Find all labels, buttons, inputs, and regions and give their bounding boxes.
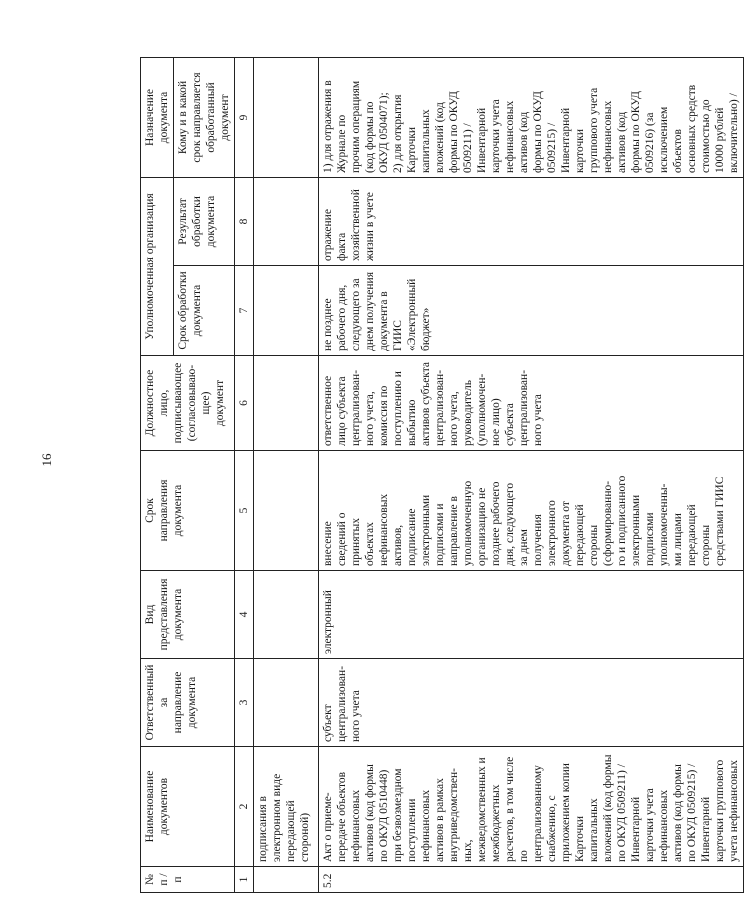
table-cell <box>254 57 319 177</box>
page-number: 16 <box>39 453 54 467</box>
header-group-authorized-org: Уполномоченная организация <box>141 177 174 355</box>
header-col-result: Результат обработки документа <box>174 177 235 265</box>
table-cell <box>254 266 319 356</box>
processing-result: отражение факта хозяйственной жизни в учете <box>319 177 744 265</box>
column-number: 1 <box>235 867 254 893</box>
document-name: Акт о приеме- передаче объектов нефинансовых активов (код формы по ОКУД 0510448) при безвозмездном поступлении нефинансовых активов в рамках внутриведомствен- ных, межведомственных и межбюджетных расчетов, в том числе по централизованному снабжению, с приложением копии Карточки капитальных вложений (код формы по ОКУД 0509211) / Инвентарной карточки учета нефинансовых активов (код формы по ОКУД 0509215) / Инвентарной карточки группового учета нефинансовых <box>319 747 744 867</box>
header-col-number: № п / п <box>141 867 235 893</box>
column-number: 2 <box>235 747 254 867</box>
table-row <box>319 57 744 892</box>
column-number-row <box>235 57 254 892</box>
header-col-destination: Кому и в какой срок направляется обработанный документ <box>174 57 235 177</box>
presentation-form: электронный <box>319 571 744 659</box>
documents-table <box>140 57 744 893</box>
header-col-form: Вид представления документа <box>141 571 235 659</box>
header-col-processing-deadline: Срок обработки документа <box>174 266 235 356</box>
header-col-responsible: Ответственный за направление документа <box>141 659 235 747</box>
table-cell <box>254 659 319 747</box>
header-row-top <box>141 57 174 892</box>
column-number: 7 <box>235 266 254 356</box>
header-group-purpose: Назначение документа <box>141 57 174 177</box>
table-cell <box>254 177 319 265</box>
submission-deadline: внесение сведений о принятых объектах нефинансовых активов, подписание электронными подписями и направление в уполномоченную организацию не позднее рабочего дня, следующего за днем получения электронного документа от передающей стороны (сформированно- го и подписанного электронными подписями уполномоченны- ми лицами передающей стороны средствами ГИИС <box>319 451 744 571</box>
table-cell <box>254 451 319 571</box>
table-cell <box>254 356 319 451</box>
column-number: 9 <box>235 57 254 177</box>
document-destination: 1) для отражения в Журнале по прочим операциям (код формы по ОКУД 0504071); 2) для открытия Карточки капитальных вложений (код формы по ОКУД 0509211) / Инвентарной карточки учета нефинансовых активов (код формы по ОКУД 0509215) / Инвентарной карточки группового учета нефинансовых активов (код формы по ОКУД 0509216) (за исключением объектов основных средств стоимостью до 10000 рублей включительно) / <box>319 57 744 177</box>
column-number: 8 <box>235 177 254 265</box>
continuation-row <box>254 57 319 892</box>
signing-official: ответственное лицо субъекта централизован- ного учета, комиссия по поступлению и выбытию активов субъекта централизован- ного учета, руководитель (уполномочен- ное лицо) субъекта централизован- ного учета <box>319 356 744 451</box>
rotated-page <box>140 58 740 893</box>
header-col-deadline: Срок направления документа <box>141 451 235 571</box>
continuation-name-cell: подписания в электронном виде передающей стороной) <box>254 747 319 867</box>
processing-deadline: не позднее рабочего дня, следующего за днем получения документа в ГИИС «Электронный бюджет» <box>319 266 744 356</box>
table-cell <box>254 867 319 893</box>
header-col-signer: Должностное лицо, подписывающее (согласовываю- щее) документ <box>141 356 235 451</box>
responsible-party: субъект централизован- ного учета <box>319 659 744 747</box>
header-col-name: Наименование документов <box>141 747 235 867</box>
row-number: 5.2 <box>319 867 744 893</box>
column-number: 4 <box>235 571 254 659</box>
column-number: 5 <box>235 451 254 571</box>
table-cell <box>254 571 319 659</box>
column-number: 3 <box>235 659 254 747</box>
column-number: 6 <box>235 356 254 451</box>
